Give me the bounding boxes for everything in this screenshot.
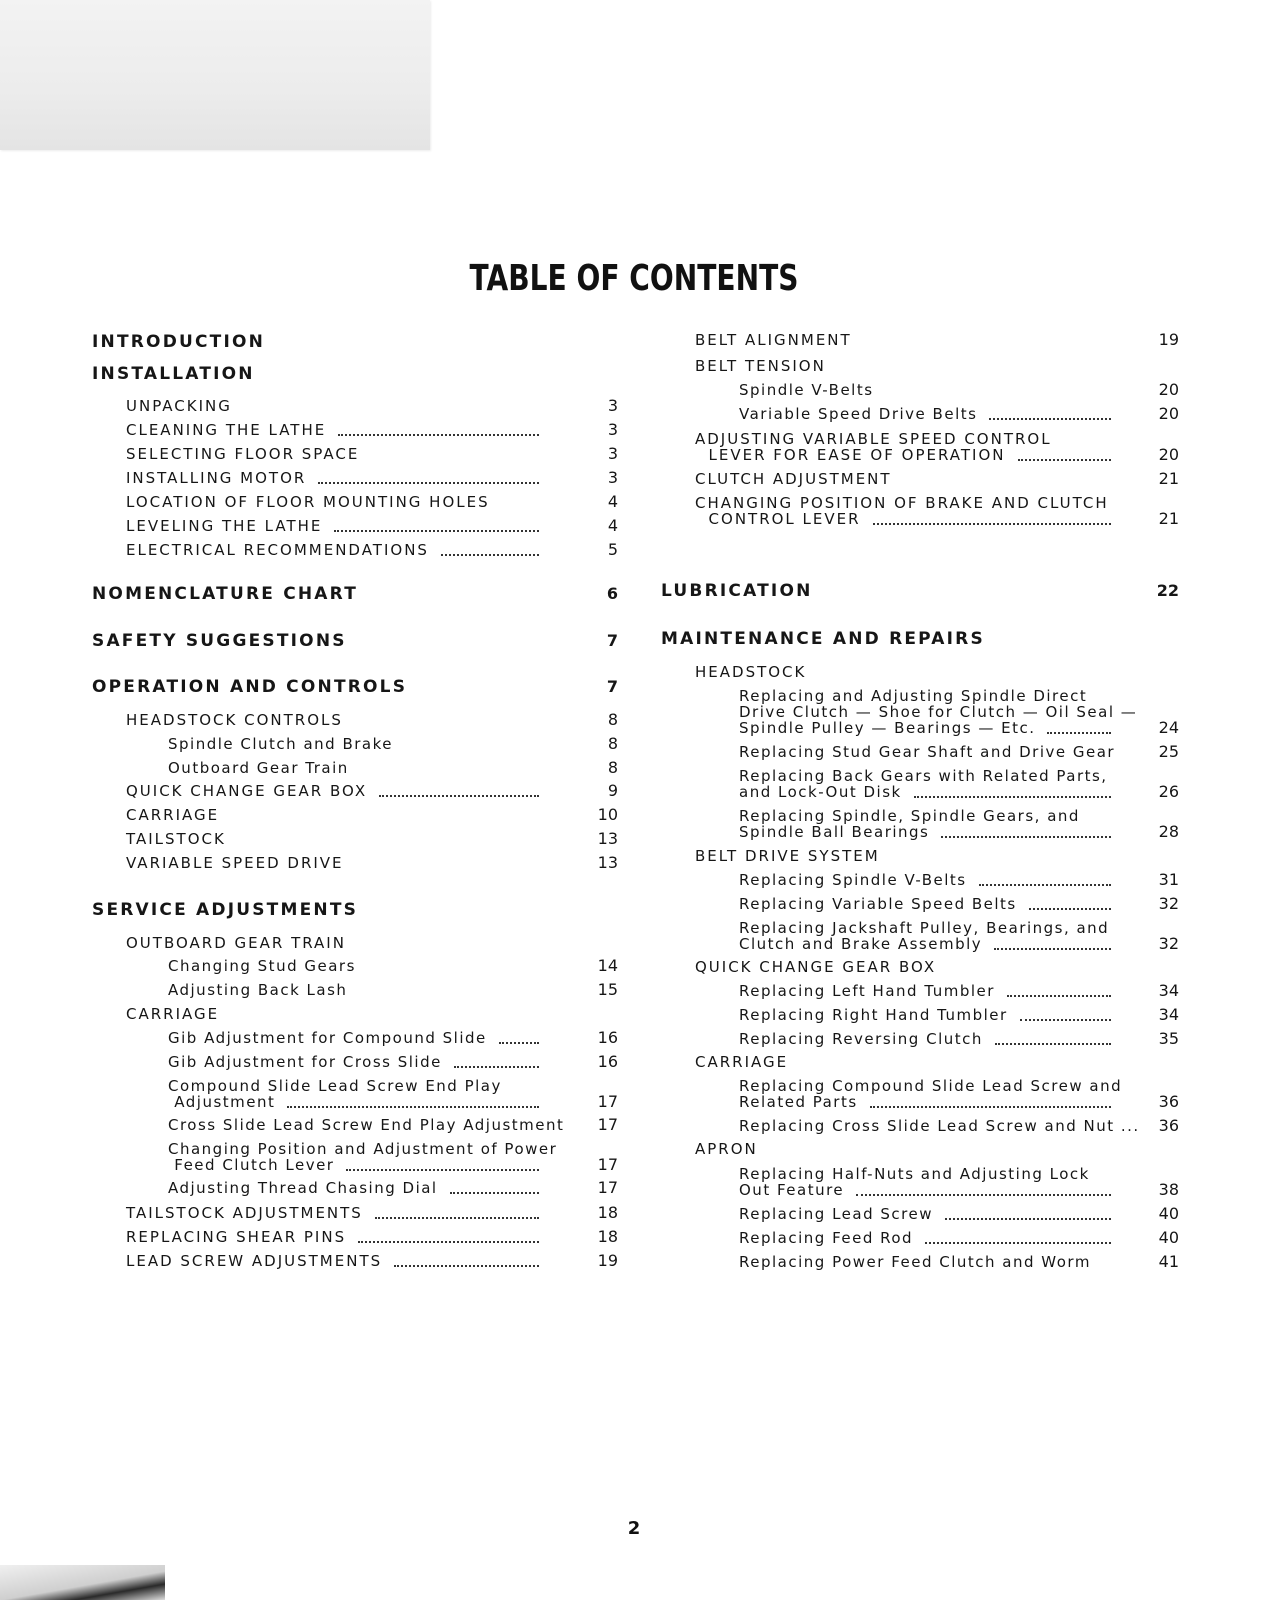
toc-entry-page: 16 <box>597 1052 618 1071</box>
toc-entry-page: 13 <box>597 829 618 848</box>
toc-entry-label: INTRODUCTION <box>92 332 266 352</box>
dot-leader <box>441 554 539 556</box>
toc-entry-page: 15 <box>597 980 618 999</box>
toc-entry-page: 38 <box>1158 1180 1179 1199</box>
dot-leader <box>994 948 1111 950</box>
toc-entry <box>92 935 612 951</box>
dot-leader <box>375 1217 539 1219</box>
toc-entry-label: HEADSTOCK CONTROLS <box>126 711 343 729</box>
toc-entry-page: 17 <box>597 1115 618 1134</box>
toc-entry-label: ELECTRICAL RECOMMENDATIONS <box>126 541 429 559</box>
toc-entry <box>92 956 618 975</box>
dot-leader <box>914 796 1111 798</box>
toc-entry <box>675 1007 1195 1023</box>
toc-entry-page: 8 <box>607 734 618 753</box>
toc-entry <box>675 358 1195 374</box>
toc-entry-label: Replacing Half-Nuts and Adjusting Lock Out Feature <box>739 1165 1090 1199</box>
toc-entry-page: 21 <box>1158 509 1179 528</box>
toc-entry-label: SAFETY SUGGESTIONS <box>92 631 347 651</box>
toc-entry-page: 19 <box>597 1251 618 1270</box>
toc-entry-label: CARRIAGE <box>695 1053 789 1071</box>
toc-entry-label: QUICK CHANGE GEAR BOX <box>126 782 368 800</box>
toc-entry-label: ADJUSTING VARIABLE SPEED CONTROL LEVER FOR EASE OF OPERATION <box>695 430 1052 464</box>
toc-entry-page: 20 <box>1158 445 1179 464</box>
toc-entry <box>92 1115 618 1134</box>
toc-entry-page: 7 <box>606 631 618 650</box>
toc-entry-page: 20 <box>1158 404 1179 423</box>
toc-entry <box>92 829 618 848</box>
toc-entry-label: Replacing Variable Speed Belts <box>739 895 1017 913</box>
toc-entry-page: 22 <box>1156 581 1179 600</box>
toc-entry-page: 20 <box>1158 380 1179 399</box>
toc-entry <box>675 382 1195 398</box>
toc-entry-page: 19 <box>1158 330 1179 349</box>
toc-entry-label: CLUTCH ADJUSTMENT <box>695 470 892 488</box>
toc-entry-page: 13 <box>597 853 618 872</box>
toc-entry <box>92 1203 618 1222</box>
toc-entry-label: TAILSTOCK ADJUSTMENTS <box>126 1204 363 1222</box>
toc-entry-label: LEAD SCREW ADJUSTMENTS <box>126 1252 383 1270</box>
toc-entry-page: 41 <box>1158 1252 1179 1271</box>
toc-entry <box>92 1028 618 1047</box>
toc-entry <box>92 444 618 463</box>
toc-entry-page: 3 <box>607 420 618 439</box>
toc-entry-label: Spindle Clutch and Brake <box>168 735 393 753</box>
toc-entry-label: Replacing Stud Gear Shaft and Drive Gear <box>739 743 1116 761</box>
dot-leader <box>379 795 539 797</box>
toc-entry <box>661 629 1195 649</box>
toc-entry-label: MAINTENANCE AND REPAIRS <box>661 629 985 649</box>
dot-leader <box>1029 908 1111 910</box>
toc-entry-label: Adjusting Thread Chasing Dial <box>168 1179 438 1197</box>
toc-entry-label: Replacing Reversing Clutch <box>739 1030 983 1048</box>
tape-scrap-bottom <box>0 1565 165 1600</box>
toc-entry <box>675 848 1195 864</box>
toc-entry-page: 25 <box>1158 742 1179 761</box>
toc-entry-label: Replacing Lead Screw <box>739 1205 933 1223</box>
toc-entry-page: 3 <box>607 396 618 415</box>
dot-leader <box>979 884 1111 886</box>
toc-entry <box>92 631 618 651</box>
dot-leader <box>394 1265 539 1267</box>
dot-leader <box>873 523 1111 525</box>
toc-entry <box>92 1227 618 1246</box>
dot-leader <box>450 1192 539 1194</box>
toc-entry <box>92 710 618 729</box>
toc-entry-page: 17 <box>597 1178 618 1197</box>
dot-leader <box>287 1106 539 1108</box>
toc-entry-label: Replacing Back Gears with Related Parts, and Lock-Out Disk <box>739 767 1108 801</box>
dot-leader <box>1047 732 1111 734</box>
toc-entry-page: 32 <box>1158 894 1179 913</box>
toc-entry-label: LUBRICATION <box>661 581 813 601</box>
toc-entry-label: Changing Stud Gears <box>168 957 356 975</box>
dot-leader <box>945 1218 1111 1220</box>
toc-entry-label: Compound Slide Lead Screw End Play Adjustment <box>168 1077 502 1111</box>
toc-entry-label: Gib Adjustment for Cross Slide <box>168 1053 442 1071</box>
toc-entry-label: LEVELING THE LATHE <box>126 517 323 535</box>
dot-leader <box>1018 459 1112 461</box>
toc-entry-page: 4 <box>607 492 618 511</box>
toc-entry <box>92 1251 618 1270</box>
toc-entry-page: 3 <box>607 468 618 487</box>
toc-entry-page: 7 <box>606 677 618 696</box>
toc-entry-label: LOCATION OF FLOOR MOUNTING HOLES <box>126 493 490 511</box>
toc-entry <box>675 744 1195 760</box>
toc-entry <box>675 768 1195 800</box>
toc-entry <box>675 406 1195 422</box>
dot-leader <box>995 1043 1111 1045</box>
toc-entry-label: SERVICE ADJUSTMENTS <box>92 900 359 920</box>
toc-entry <box>675 983 1195 999</box>
toc-entry-page: 24 <box>1158 718 1179 737</box>
toc-entry-page: 40 <box>1158 1204 1179 1223</box>
dot-leader <box>1007 995 1111 997</box>
toc-entry <box>92 1140 618 1174</box>
toc-entry-page: 5 <box>607 540 618 559</box>
toc-entry-label: QUICK CHANGE GEAR BOX <box>695 958 937 976</box>
toc-entry <box>675 959 1195 975</box>
toc-entry-label: CHANGING POSITION OF BRAKE AND CLUTCH CONTROL LEVER <box>695 494 1109 528</box>
toc-entry-label: Outboard Gear Train <box>168 759 349 777</box>
toc-entry <box>675 1141 1195 1157</box>
dot-leader <box>499 1042 539 1044</box>
toc-entry <box>675 1254 1195 1270</box>
toc-entry <box>92 366 612 382</box>
toc-entry-page: 21 <box>1158 469 1179 488</box>
toc-entry-page: 4 <box>607 516 618 535</box>
toc-entry-label: TAILSTOCK <box>126 830 226 848</box>
toc-entry <box>675 872 1195 888</box>
toc-entry-page: 34 <box>1158 981 1179 1000</box>
toc-entry-label: CLEANING THE LATHE <box>126 421 327 439</box>
toc-entry-label: Replacing and Adjusting Spindle Direct Drive Clutch — Shoe for Clutch — Oil Seal — Spindle Pulley — Bearings — Etc. <box>739 687 1138 737</box>
toc-entry-page: 32 <box>1158 934 1179 953</box>
toc-entry-page: 36 <box>1158 1092 1179 1111</box>
toc-entry-page: 6 <box>606 584 618 603</box>
toc-entry-label: INSTALLATION <box>92 364 255 384</box>
toc-entry <box>92 758 618 777</box>
toc-entry <box>675 1054 1195 1070</box>
toc-entry-label: Cross Slide Lead Screw End Play Adjustment <box>168 1116 565 1134</box>
toc-entry <box>675 1230 1195 1246</box>
toc-entry-label: Replacing Feed Rod <box>739 1229 914 1247</box>
page-title: TABLE OF CONTENTS <box>469 258 799 299</box>
toc-entry-page: 8 <box>607 710 618 729</box>
toc-entry <box>675 688 1195 736</box>
toc-entry-label: CARRIAGE <box>126 806 220 824</box>
toc-entry-page: 34 <box>1158 1005 1179 1024</box>
toc-entry-label: Replacing Power Feed Clutch and Worm <box>739 1253 1091 1271</box>
toc-entry-label: BELT TENSION <box>695 357 826 375</box>
dot-leader <box>454 1066 539 1068</box>
toc-entry-label: Variable Speed Drive Belts <box>739 405 978 423</box>
toc-entry-label: APRON <box>695 1140 758 1158</box>
toc-entry <box>92 468 618 487</box>
toc-entry <box>92 902 612 918</box>
toc-entry-label: Replacing Cross Slide Lead Screw and Nut ... <box>739 1117 1140 1135</box>
toc-entry-label: VARIABLE SPEED DRIVE <box>126 854 344 872</box>
dot-leader <box>358 1241 539 1243</box>
toc-entry-page: 28 <box>1158 822 1179 841</box>
toc-entry-label: UNPACKING <box>126 397 232 415</box>
toc-entry <box>92 492 618 511</box>
dot-leader <box>346 1169 539 1171</box>
toc-entry-page: 16 <box>597 1028 618 1047</box>
toc-entry <box>675 1166 1195 1198</box>
toc-entry <box>675 1031 1195 1047</box>
toc-entry-page: 18 <box>597 1227 618 1246</box>
toc-entry-page: 40 <box>1158 1228 1179 1247</box>
toc-entry <box>92 1006 612 1022</box>
dot-leader <box>318 482 539 484</box>
toc-entry <box>92 980 618 999</box>
toc-entry <box>675 471 1195 487</box>
dot-leader <box>870 1106 1111 1108</box>
toc-entry <box>92 781 618 800</box>
toc-entry-label: Replacing Spindle, Spindle Gears, and Spindle Ball Bearings <box>739 807 1080 841</box>
toc-entry <box>92 805 618 824</box>
toc-entry <box>92 1077 618 1111</box>
toc-entry-label: OUTBOARD GEAR TRAIN <box>126 934 346 952</box>
toc-entry <box>675 808 1195 840</box>
toc-entry <box>675 1118 1195 1134</box>
toc-entry <box>92 516 618 535</box>
toc-entry <box>675 332 1195 348</box>
toc-entry-label: Spindle V-Belts <box>739 381 874 399</box>
toc-entry-page: 17 <box>597 1092 618 1111</box>
toc-entry <box>92 396 618 415</box>
toc-entry-label: REPLACING SHEAR PINS <box>126 1228 347 1246</box>
toc-entry <box>92 853 618 872</box>
toc-entry-label: Replacing Left Hand Tumbler <box>739 982 995 1000</box>
toc-entry-label: OPERATION AND CONTROLS <box>92 677 408 697</box>
toc-entry-page: 14 <box>597 956 618 975</box>
toc-entry-label: Replacing Spindle V-Belts <box>739 871 967 889</box>
toc-entry-page: 3 <box>607 444 618 463</box>
toc-entry <box>92 734 618 753</box>
toc-entry-label: Replacing Right Hand Tumbler <box>739 1006 1008 1024</box>
toc-entry <box>92 334 612 350</box>
dot-leader <box>334 530 539 532</box>
dot-leader <box>856 1194 1111 1196</box>
toc-entry-label: INSTALLING MOTOR <box>126 469 307 487</box>
toc-entry <box>675 1078 1195 1110</box>
tape-scrap <box>0 0 430 150</box>
dot-leader <box>989 418 1111 420</box>
dot-leader <box>1020 1019 1111 1021</box>
toc-entry <box>675 896 1195 912</box>
toc-entry-page: 8 <box>607 758 618 777</box>
toc-entry-label: Changing Position and Adjustment of Power Feed Clutch Lever <box>168 1140 558 1174</box>
toc-entry-label: Replacing Compound Slide Lead Screw and Related Parts <box>739 1077 1123 1111</box>
toc-entry-label: Adjusting Back Lash <box>168 981 348 999</box>
dot-leader <box>338 434 539 436</box>
toc-entry-page: 31 <box>1158 870 1179 889</box>
toc-entry-page: 35 <box>1158 1029 1179 1048</box>
toc-entry-label: CARRIAGE <box>126 1005 220 1023</box>
page-number: 2 <box>627 1518 641 1539</box>
toc-entry-label: NOMENCLATURE CHART <box>92 584 358 604</box>
toc-entry <box>661 581 1195 601</box>
toc-entry-label: HEADSTOCK <box>695 663 807 681</box>
toc-entry <box>675 920 1195 952</box>
toc-entry <box>92 677 618 697</box>
toc-entry-page: 18 <box>597 1203 618 1222</box>
toc-entry-label: Replacing Jackshaft Pulley, Bearings, and Clutch and Brake Assembly <box>739 919 1110 953</box>
dot-leader <box>941 836 1111 838</box>
toc-entry-label: SELECTING FLOOR SPACE <box>126 445 360 463</box>
toc-entry <box>675 495 1195 527</box>
toc-entry <box>675 1206 1195 1222</box>
toc-entry-label: BELT ALIGNMENT <box>695 331 852 349</box>
toc-entry-page: 26 <box>1158 782 1179 801</box>
toc-entry-page: 17 <box>597 1155 618 1174</box>
toc-entry <box>92 1052 618 1071</box>
toc-entry-page: 10 <box>597 805 618 824</box>
toc-entry-label: Gib Adjustment for Compound Slide <box>168 1029 487 1047</box>
toc-entry <box>92 584 618 604</box>
toc-entry <box>92 1178 618 1197</box>
toc-entry <box>675 431 1195 463</box>
toc-entry <box>675 664 1195 680</box>
dot-leader <box>925 1242 1111 1244</box>
toc-entry-page: 9 <box>607 781 618 800</box>
toc-entry-label: BELT DRIVE SYSTEM <box>695 847 880 865</box>
toc-entry <box>92 420 618 439</box>
toc-entry-page: 36 <box>1158 1116 1179 1135</box>
toc-entry <box>92 540 618 559</box>
